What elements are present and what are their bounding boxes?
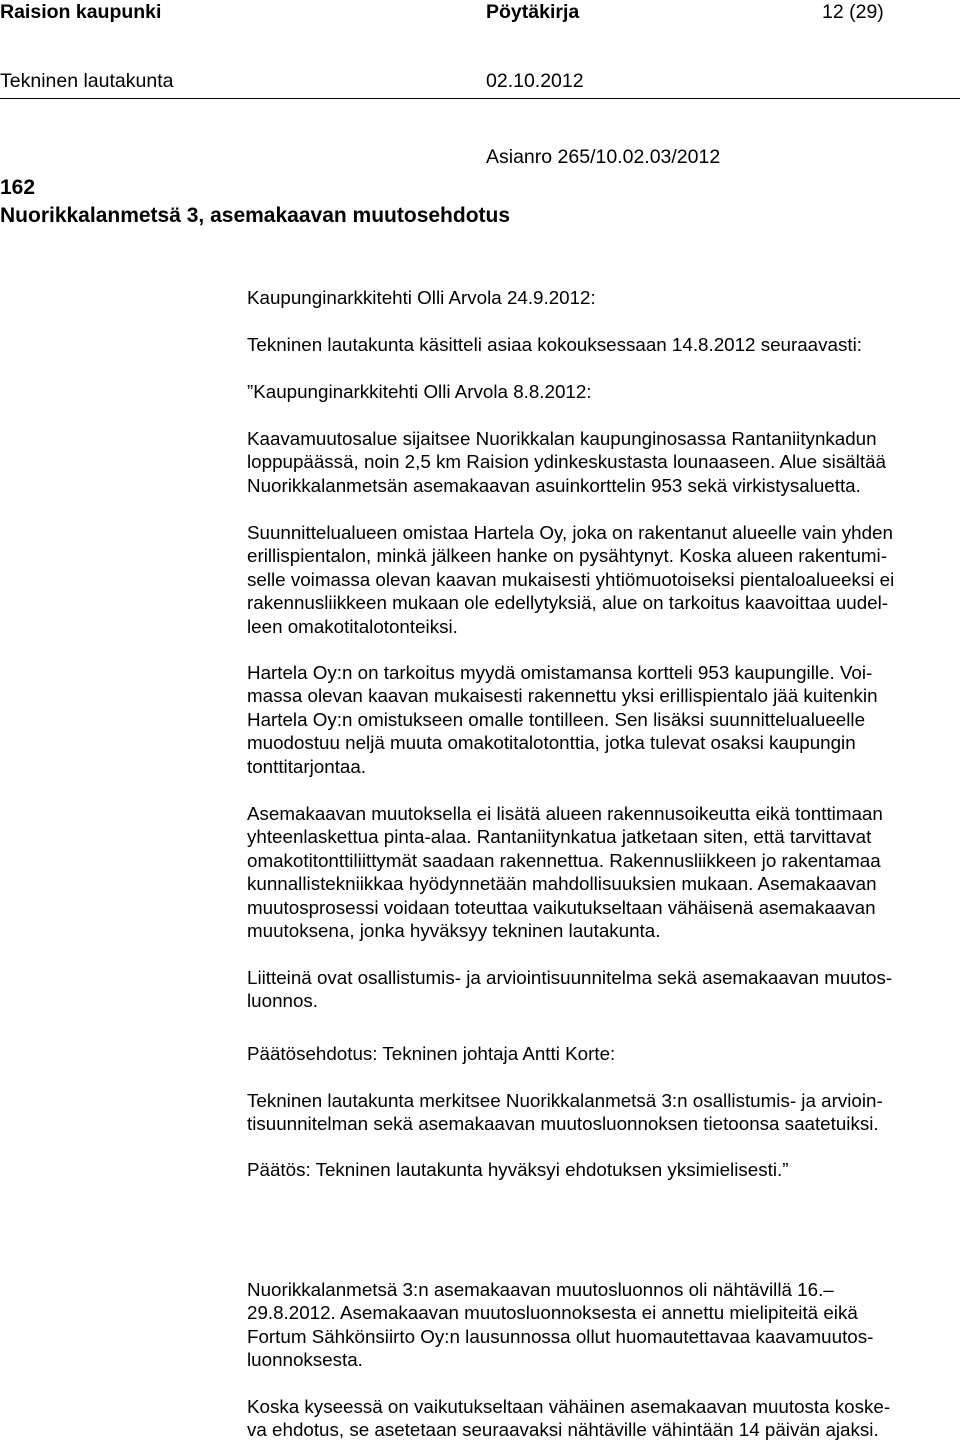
preparer-text: Kaupunginarkkitehti Olli Arvola 24.9.2012:: [247, 287, 596, 308]
paragraph-line: tonttitarjontaa.: [247, 755, 367, 777]
paragraph-line: Asemakaavan muutoksella ei lisätä alueen rakennusoikeutta eikä tonttimaan: [247, 803, 883, 824]
paragraph-line: Nuorikkalanmetsän asemakaavan asuinkorttelin 953 sekä virkistysaluetta.: [247, 474, 861, 496]
followup-line: Nuorikkalanmetsä 3:n asemakaavan muutosluonnos oli nähtävillä 16.–: [247, 1279, 834, 1300]
board-name: Tekninen lautakunta: [0, 70, 174, 92]
followup-line: Fortum Sähkönsiirto Oy:n lausunnossa ollut huomautettavaa kaavamuutos-: [247, 1325, 874, 1347]
paragraph-plan-change: [247, 802, 960, 942]
earlier-handling-text: Tekninen lautakunta käsitteli asiaa kokouksessaan 14.8.2012 seuraavasti:: [247, 334, 862, 355]
paragraph-line: yhteenlaskettua pinta-alaa. Rantaniitynkatua jatketaan siten, että tarvittavat: [247, 826, 872, 848]
paragraph-line: selle voimassa olevan kaavan mukaisesti yhtiömuotoiseksi pientaloalueeksi ei: [247, 568, 895, 590]
proposal-label-text: Päätösehdotus: Tekninen johtaja Antti Korte:: [247, 1043, 616, 1064]
section-number: 162: [0, 176, 36, 199]
paragraph-line: muodostuu neljä muuta omakotitalotonttia, jotka tulevat osaksi kaupungin: [247, 732, 856, 754]
page-number: 12 (29): [822, 1, 884, 23]
earlier-handling: [247, 333, 960, 356]
preparer-line: [247, 286, 960, 309]
document-type: Pöytäkirja: [486, 1, 580, 23]
paragraph-ownership: [247, 521, 960, 638]
proposal-label: [247, 1042, 960, 1065]
paragraph-line: omakotitonttiliittymät saadaan rakennettua. Rakennusliikkeen jo rakentamaa: [247, 849, 881, 871]
paragraph-sale: [247, 661, 960, 778]
followup-display: [247, 1278, 960, 1372]
paragraph-line: erillispientalon, minkä jälkeen hanke on pysähtynyt. Koska alueen rakentumi-: [247, 545, 887, 567]
paragraph-line: Liitteinä ovat osallistumis- ja arviointisuunnitelma sekä asemakaavan muutos-: [247, 967, 893, 988]
paragraph-line: rakennusliikkeen mukaan ole edellytyksiä, alue on tarkoitus kaavoittaa uudel-: [247, 592, 889, 614]
paragraph-line: Hartela Oy:n omistukseen omalle tontilleen. Sen lisäksi suunnittelualueelle: [247, 708, 866, 730]
decision: [247, 1158, 960, 1181]
followup-line: luonnoksesta.: [247, 1349, 363, 1371]
followup-line: Koska kyseessä on vaikutukseltaan vähäinen asemakaavan muutosta koske-: [247, 1396, 891, 1417]
proposal-line: Tekninen lautakunta merkitsee Nuorikkalanmetsä 3:n osallistumis- ja arvioin-: [247, 1090, 883, 1111]
followup-line: 29.8.2012. Asemakaavan muutosluonnoksesta ei annettu mielipiteitä eikä: [247, 1302, 858, 1324]
paragraph-line: loppupäässä, noin 2,5 km Raision ydinkeskustasta lounaaseen. Alue sisältää: [247, 451, 886, 473]
paragraph-line: luonnos.: [247, 990, 319, 1012]
quote-intro-text: ”Kaupunginarkkitehti Olli Arvola 8.8.2012:: [247, 381, 592, 402]
paragraph-attachments: [247, 966, 960, 1013]
section-title: Nuorikkalanmetsä 3, asemakaavan muutosehdotus: [0, 204, 511, 227]
case-number: Asianro 265/10.02.03/2012: [486, 146, 721, 168]
meeting-date: 02.10.2012: [486, 70, 584, 92]
paragraph-line: leen omakotitalotonteiksi.: [247, 615, 458, 637]
paragraph-line: Kaavamuutosalue sijaitsee Nuorikkalan kaupunginosassa Rantaniitynkadun: [247, 428, 877, 449]
followup-next-step: [247, 1395, 960, 1442]
paragraph-line: Hartela Oy:n on tarkoitus myydä omistamansa kortteli 953 kaupungille. Voi-: [247, 662, 873, 683]
paragraph-line: Suunnittelualueen omistaa Hartela Oy, joka on rakentanut alueelle vain yhden: [247, 522, 893, 543]
section-heading: [0, 174, 510, 230]
paragraph-line: massa olevan kaavan mukaisesti rakennettu yksi erillispientalo jää kuitenkin: [247, 685, 878, 707]
organization-name: Raision kaupunki: [0, 1, 162, 23]
quote-intro: [247, 380, 960, 403]
header-divider: [0, 98, 960, 99]
proposal-line: tisuunnitelman sekä asemakaavan muutosluonnoksen tietoonsa saatetuiksi.: [247, 1113, 879, 1135]
paragraph-location: [247, 427, 960, 497]
paragraph-line: kunnallistekniikkaa hyödynnetään mahdollisuuksien mukaan. Asemakaavan: [247, 873, 877, 895]
paragraph-line: muutoksena, jonka hyväksyy tekninen lautakunta.: [247, 920, 661, 942]
proposal: [247, 1089, 960, 1136]
followup-line: va ehdotus, se asetetaan seuraavaksi nähtäville vähintään 14 päivän ajaksi.: [247, 1419, 879, 1441]
paragraph-line: muutosprosessi voidaan toteuttaa vaikutukseltaan vähäisenä asemakaavan: [247, 896, 876, 918]
decision-text: Päätös: Tekninen lautakunta hyväksyi ehdotuksen yksimielisesti.”: [247, 1159, 789, 1180]
